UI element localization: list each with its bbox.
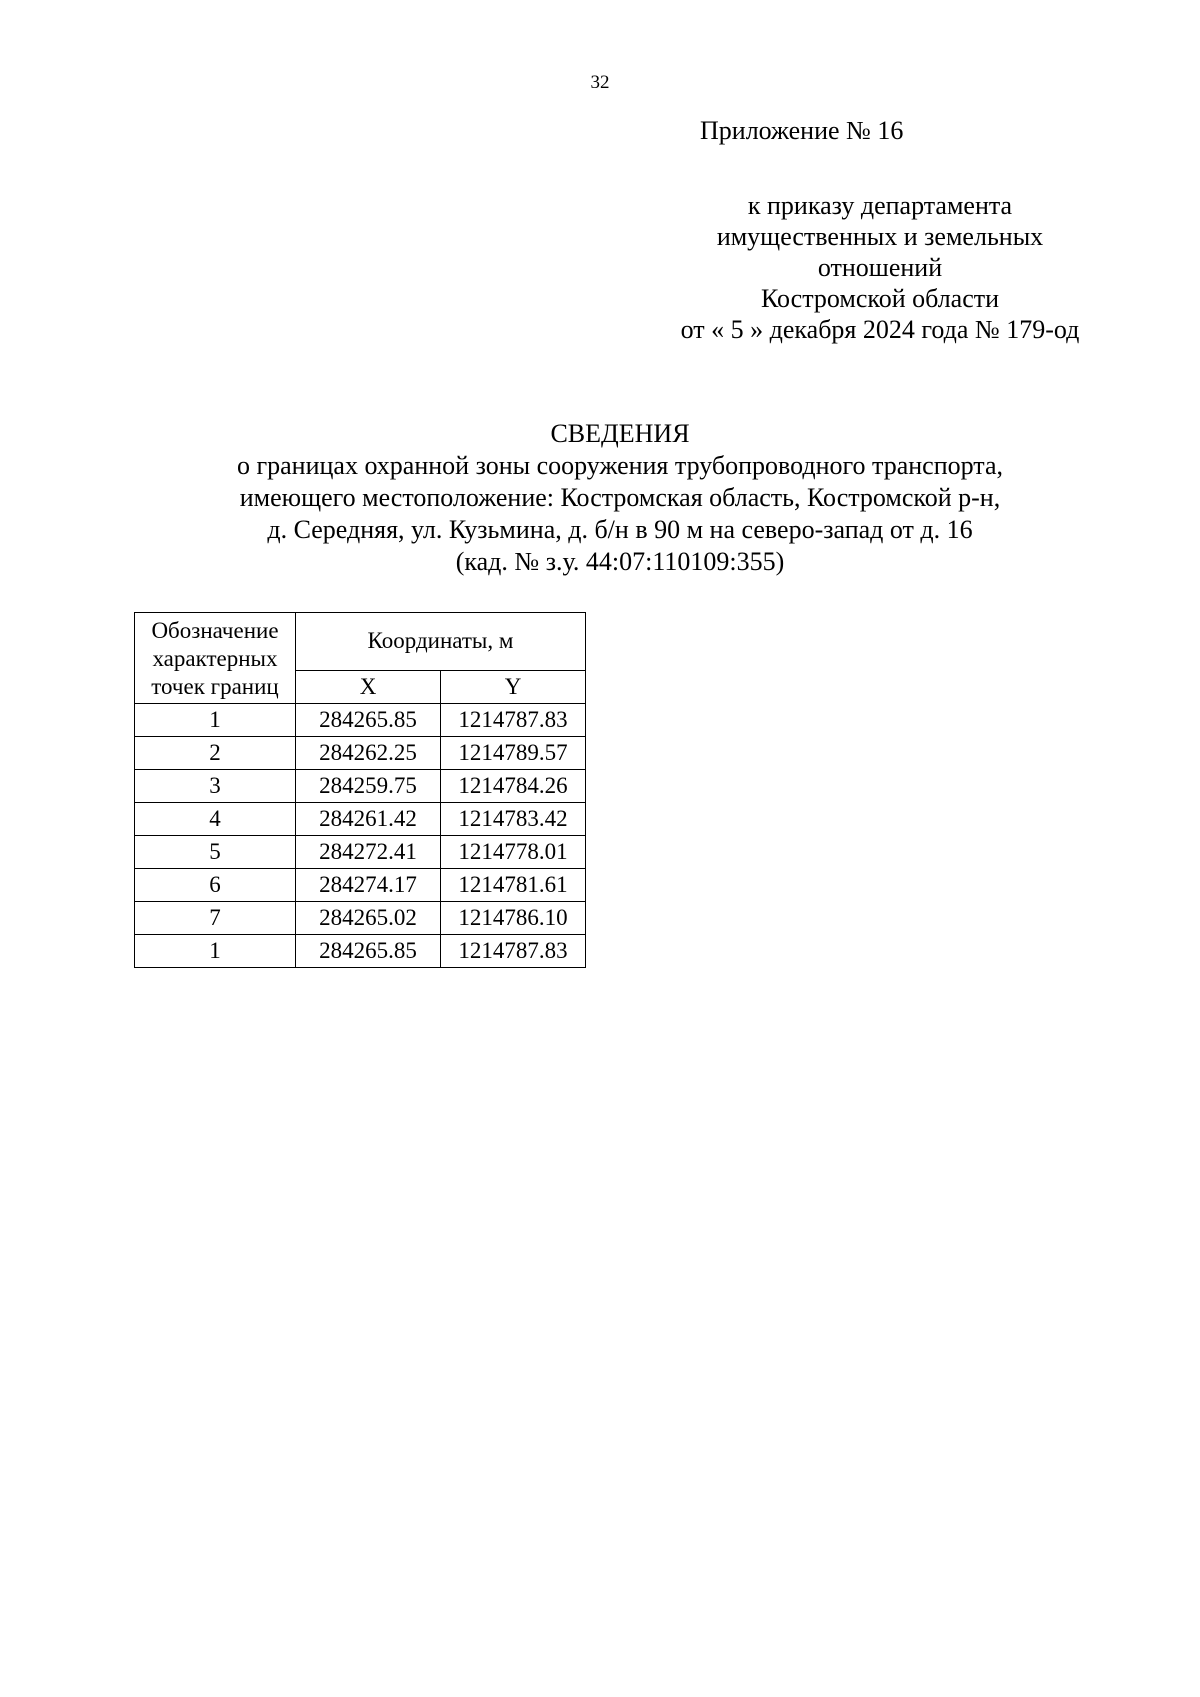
header-line: точек границ (151, 674, 279, 699)
x-cell: 284272.41 (296, 836, 441, 869)
order-line: к приказу департамента (747, 191, 1013, 220)
order-line: Костромской области (760, 284, 1000, 313)
table-row (135, 836, 586, 869)
x-cell: 284265.02 (296, 902, 441, 935)
y-column-header: Y (441, 670, 586, 703)
page-number: 32 (590, 72, 610, 93)
point-cell: 4 (135, 803, 296, 836)
order-date: от « 5 » декабря 2024 года № 179-од (680, 315, 1080, 344)
header-line: характерных (152, 646, 278, 671)
point-cell: 3 (135, 770, 296, 803)
coordinates-group-header: Координаты, м (296, 613, 586, 671)
x-cell: 284259.75 (296, 770, 441, 803)
y-cell: 1214789.57 (441, 737, 586, 770)
x-cell: 284262.25 (296, 737, 441, 770)
point-cell: 1 (135, 935, 296, 968)
document-title: СВЕДЕНИЯ (550, 419, 690, 448)
heading-line: д. Середняя, ул. Кузьмина, д. б/н в 90 м на северо-запад от д. 16 (267, 515, 973, 544)
point-cell: 6 (135, 869, 296, 902)
table-row (135, 803, 586, 836)
table-row (135, 935, 586, 968)
point-cell: 1 (135, 704, 296, 737)
heading-line: имеющего местоположение: Костромская область, Костромской р-н, (239, 483, 1001, 512)
y-cell: 1214784.26 (441, 770, 586, 803)
x-cell: 284261.42 (296, 803, 441, 836)
order-reference (600, 190, 1160, 345)
y-cell: 1214778.01 (441, 836, 586, 869)
point-cell: 5 (135, 836, 296, 869)
point-cell: 2 (135, 737, 296, 770)
heading-line: о границах охранной зоны сооружения трубопроводного транспорта, (236, 451, 1004, 480)
x-column-header: X (296, 670, 441, 703)
y-cell: 1214786.10 (441, 902, 586, 935)
points-column-header (135, 613, 296, 704)
header-line: Обозначение (151, 618, 279, 643)
y-cell: 1214787.83 (441, 935, 586, 968)
table-row (135, 770, 586, 803)
order-line: отношений (817, 253, 943, 282)
x-cell: 284274.17 (296, 869, 441, 902)
coordinates-table (134, 612, 586, 968)
point-cell: 7 (135, 902, 296, 935)
document-heading (80, 418, 1160, 578)
y-cell: 1214781.61 (441, 869, 586, 902)
table-row (135, 869, 586, 902)
order-line: имущественных и земельных (716, 222, 1044, 251)
x-cell: 284265.85 (296, 704, 441, 737)
table-row (135, 704, 586, 737)
y-cell: 1214783.42 (441, 803, 586, 836)
table-row (135, 737, 586, 770)
heading-line: (кад. № з.у. 44:07:110109:355) (455, 547, 785, 576)
table-row (135, 902, 586, 935)
y-cell: 1214787.83 (441, 704, 586, 737)
appendix-title: Приложение № 16 (700, 116, 904, 145)
x-cell: 284265.85 (296, 935, 441, 968)
